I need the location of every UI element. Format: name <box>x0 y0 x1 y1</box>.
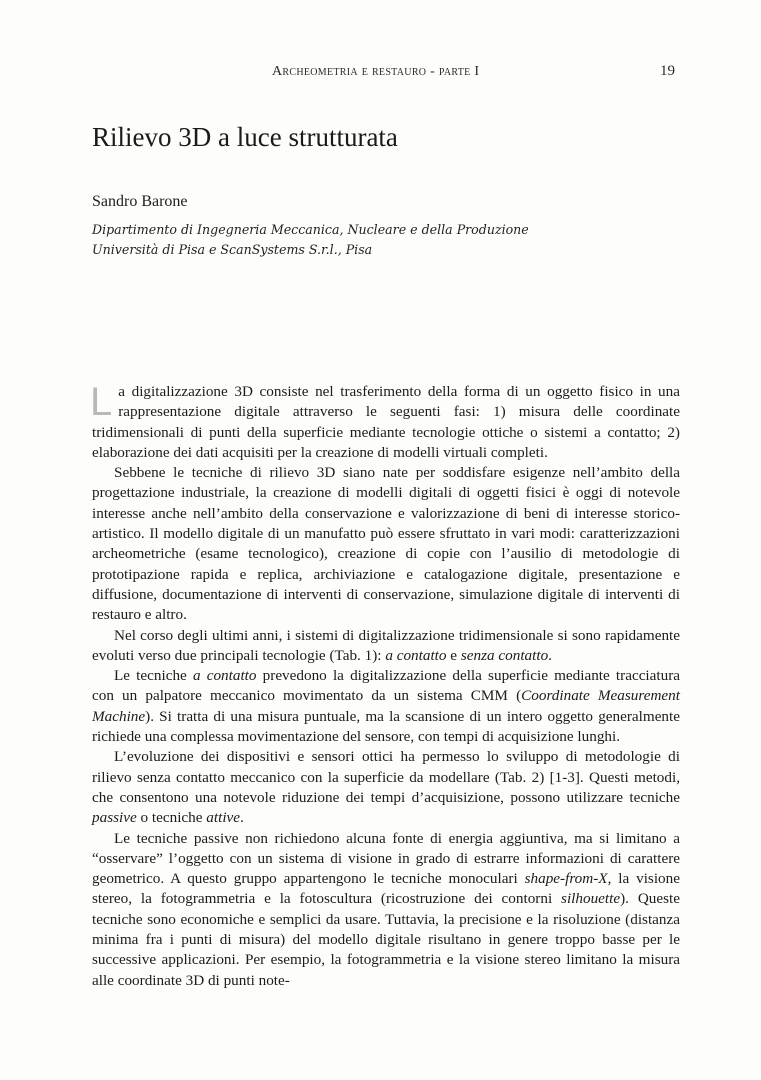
paragraph-3-text-c: . <box>548 646 552 664</box>
paragraph-3-text-a: Nel corso degli ultimi anni, i sistemi di digitalizzazione tridimensionale si sono rapidamente evoluti verso due principali tecnologie (Tab. 1): <box>92 626 680 664</box>
article-title: Rilievo 3D a luce strutturata <box>92 122 398 152</box>
paragraph-5-italic-2: attive <box>206 809 241 827</box>
article-body <box>92 382 680 991</box>
paragraph-4 <box>92 666 680 747</box>
paragraph-1-text: a digitalizzazione 3D consiste nel trasferimento della forma di un oggetto fisico in una rappresentazione digitale attraverso le seguenti fasi: 1) misura delle coordinate tridimensionali di punti della superficie mediante tecnologie ottiche o sistemi a contatto; 2) elaborazione dei dati acquisiti per la creazione di modelli virtuali completi. <box>92 383 680 461</box>
paragraph-1 <box>92 382 680 463</box>
paragraph-5-text-b: o tecniche <box>136 809 207 827</box>
paragraph-2: Sebbene le tecniche di rilievo 3D siano nate per soddisfare esigenze nell’ambito della progettazione industriale, la creazione di modelli digitali di oggetti fisici è oggi di notevole interesse anche nell’ambito della conservazione e valorizzazione di beni di interesse storico-artistico. Il modello digitale di un manufatto può essere sfruttato in vari modi: caratterizzazioni archeometriche (esame tecnologico), creazione di copie con l’ausilio di metodologie di prototipazione rapida e replica, archiviazione e catalogazione digitale, presentazione e diffusione, documentazione di interventi di conservazione, simulazione digitale di interventi di restauro e altro. <box>92 464 680 624</box>
paragraph-3-italic-2: senza contatto <box>460 646 549 664</box>
paragraph-5-text-c: . <box>240 809 244 827</box>
page-number: 19 <box>660 63 675 79</box>
affiliation-line-1: Dipartimento di Ingegneria Meccanica, Nucleare e della Produzione <box>92 222 529 237</box>
paragraph-3-text-b: e <box>446 646 461 664</box>
paragraph-4-text-b: prevedono la digitalizzazione della superficie mediante tracciatura con un palpatore meccanico movimentato da un sistema CMM ( <box>92 667 681 705</box>
paragraph-6-text-a: Le tecniche passive non richiedono alcuna fonte di energia aggiuntiva, ma si limitano a “osservare” l’oggetto con un sistema di visione in grado di estrarre informazioni di carattere geometrico. A questo gruppo appartengono le tecniche monoculari <box>92 829 680 888</box>
paragraph-4-text-c: ). Si tratta di una misura puntuale, ma la scansione di un intero oggetto generalmente richiede una complessa movimentazione del sensore, con tempi di acquisizione lunghi. <box>92 707 680 746</box>
paragraph-5-text-a: L’evoluzione dei dispositivi e sensori ottici ha permesso lo sviluppo di metodologie di rilievo senza contatto meccanico con la superficie da modellare (Tab. 2) [1-3]. Questi metodi, che consentono una notevole riduzione dei tempi d’acquisizione, possono utilizzare tecniche <box>92 748 680 806</box>
paragraph-6-text-c: ). Queste tecniche sono economiche e semplici da usare. Tuttavia, la precisione e la risoluzione (distanza minima fra i punti di misura) del modello digitale risultano in genere troppo basse per le successive applicazioni. Per esempio, la fotogrammetria e la visione stereo limitano la misura alle coordinate 3D di punti note- <box>92 890 681 989</box>
paragraph-4-italic-1: a contatto <box>192 667 257 685</box>
paragraph-6-italic-2: silhouette <box>561 890 621 908</box>
author-name: Sandro Barone <box>92 193 188 210</box>
running-head: Archeometria e restauro - parte I <box>272 64 480 79</box>
paragraph-6-text-b: , la visione stereo, la fotogrammetria e la fotoscultura (ricostruzione dei contorni <box>92 870 680 908</box>
paragraph-3-italic-1: a contatto <box>385 646 447 664</box>
paragraph-6-italic-1: shape-from-X <box>524 870 608 888</box>
paragraph-6 <box>92 829 680 991</box>
paragraph-5-italic-1: passive <box>92 809 137 827</box>
paragraph-3 <box>92 626 680 667</box>
paragraph-5 <box>92 747 680 828</box>
paragraph-4-text-a: Le tecniche <box>114 667 193 685</box>
paragraph-4-italic-2: Coordinate Measurement Machine <box>92 687 680 725</box>
drop-cap: L <box>90 380 113 424</box>
affiliation-line-2: Università di Pisa e ScanSystems S.r.l., Pisa <box>92 242 373 257</box>
